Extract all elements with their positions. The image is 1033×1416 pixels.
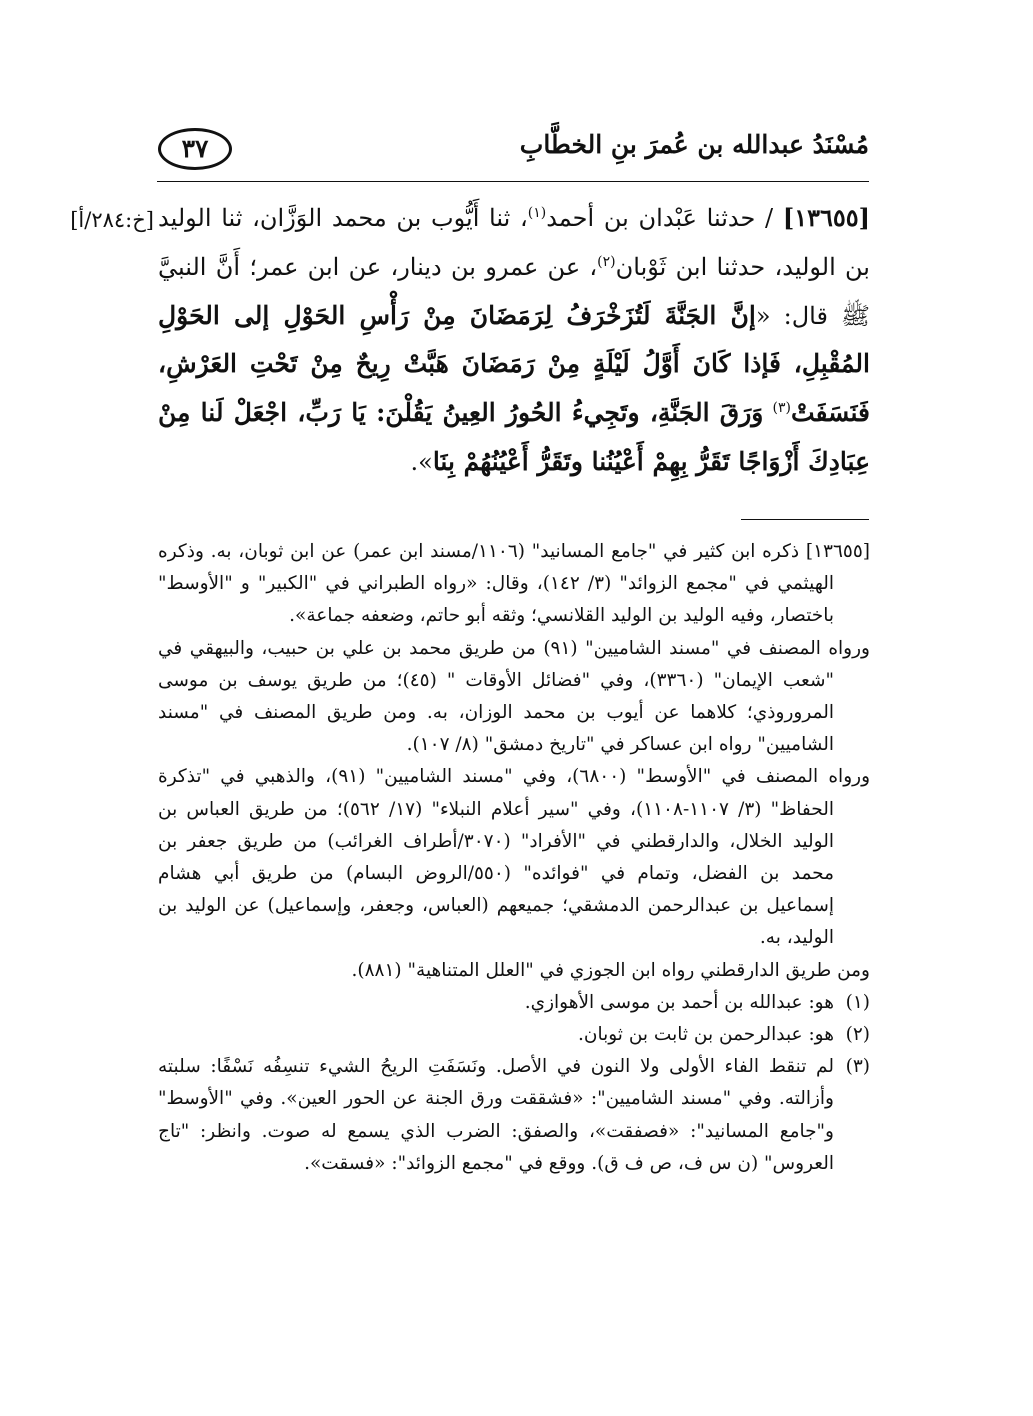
isnad-part-3: ، عن عمرو بن دينار، عن ابن عمر؛ أَنَّ النبيَّ ﷺ قال: « (158, 252, 871, 330)
takhrij-paragraph-2: ورواه المصنف في "مسند الشاميين" (٩١) من طريق محمد بن علي بن حبيب، والبيهقي في "شعب الإيمان" (٣٣٦٠)، وفي "فضائل الأوقات " (٤٥)؛ من طريق يوسف بن موسى المروروذي؛ كلاهما عن أيوب بن محمد الوزان، به. ومن طريق المصنف في "مسند الشاميين" رواه ابن عساكر في "تاريخ دمشق" (٨/ ١٠٧). (158, 637, 870, 756)
running-title: مُسْنَدُ عبدالله بن عُمرَ بنِ الخطَّابِ (519, 130, 869, 159)
footnote-3-text: لم تنقط الفاء الأولى ولا النون في الأصل. ونَسَفَتِ الريحُ الشيء تنسِفُه نَسْفًا: سلبته وأزالته. وفي "مسند الشاميين": «فشققت ورق الجنة عن الحور العين». وفي "الأوسط" و"جامع المسانيد": «فصفقت»، والصفق: الضرب الذي يسمع له صوت. وانظر: "تاج العروس" (ن س ف، ص ف ق). ووقع في "مجمع الزوائد": «فسقت». (158, 1056, 834, 1174)
matn-closing: ». (410, 447, 433, 476)
matn-part-1: إنَّ الجَنَّةَ لَتُزَخْرَفُ لِرَمَضَانَ مِنْ رَأْسِ الحَوْلِ إلى الحَوْلِ المُقْبِلِ، فَإذا كَانَ أَوَّلُ لَيْلَةٍ مِنْ رَمَضَانَ هَبَّتْ رِيحٌ مِنْ تَحْتِ العَرْشِ، فَنَسَفَتْ (158, 300, 870, 428)
footnote-1-text: هو: عبدالله بن أحمد بن موسى الأهوازي. (524, 991, 834, 1013)
isnad-part-2: ، ثنا أَيُّوب بن محمد الوَزَّان، ثنا الوليد بن الوليد، حدثنا ابن ثَوْبان (158, 204, 870, 281)
hadith-number: [١٣٦٥٥] (782, 203, 870, 232)
footnote-2-number: (٢) (845, 1024, 870, 1046)
footnote-3-number: (٣) (845, 1056, 870, 1078)
footnote-1 (158, 987, 870, 1019)
footnote-marker-3: (٣) (772, 400, 791, 417)
takhrij-paragraph-4: ومن طريق الدارقطني رواه ابن الجوزي في "العلل المتناهية" (٨٨١). (351, 959, 870, 981)
header-rule (157, 181, 869, 182)
hadith-paragraph (158, 194, 870, 487)
footnote-marker-1: (١) (527, 205, 547, 221)
footnote-3 (158, 1051, 870, 1180)
takhrij-paragraph-1: [١٣٦٥٥] ذكره ابن كثير في "جامع المسانيد" (١١٠٦/مسند ابن عمر) عن ابن ثوبان، به. وذكره الهيثمي في "مجمع الزوائد" (٣/ ١٤٢)، وقال: «رواه الطبراني في "الكبير" و "الأوسط" باختصار، وفيه الوليد بن الوليد القلانسي؛ وثقه أبو حاتم، وضعفه جماعة». (158, 541, 870, 627)
footnote-1-number: (١) (845, 991, 870, 1013)
footnote-marker-2: (٢) (597, 253, 616, 270)
manuscript-folio-reference: [خ:٢٨٤/أ] (70, 208, 154, 232)
page-number: ٣٧ (158, 128, 232, 170)
matn-part-2: وَرَقَ الجَنَّةِ، وتَجِيءُ الحُورُ العِينُ يَقُلْنَ: يَا رَبِّ، اجْعَلْ لَنا مِنْ عِبَادِكَ أَزْوَاجًا تَقَرُّ بِهِمْ أَعْيُنُنا وتَقَرُّ أَعْيُنُهُمْ بِنَا (158, 398, 870, 476)
footnote-2-text: هو: عبدالرحمن بن ثابت بن ثوبان. (577, 1024, 834, 1046)
takhrij-paragraph-3: ورواه المصنف في "الأوسط" (٦٨٠٠)، وفي "مسند الشاميين" (٩١)، والذهبي في "تذكرة الحفاظ" (٣/ ١١٠٧-١١٠٨)، وفي "سير أعلام النبلاء" (١٧/ ٥٦٢)؛ من طريق العباس بن الوليد الخلال، والدارقطني في "الأفراد" (٣٠٧٠/أطراف الغرائب) من طريق جعفر بن محمد بن الفضل، وتمام في "فوائده" (٥٥٠/الروض البسام) من طريق أبي هشام إسماعيل بن عبدالرحمن الدمشقي؛ جميعهم (العباس، وجعفر، وإسماعيل) عن الوليد بن الوليد، به. (158, 766, 870, 949)
footnote-separator (741, 519, 869, 520)
isnad-part-1: / حدثنا عَبْدان بن أحمد (546, 204, 774, 232)
footnote-2 (158, 1019, 870, 1051)
page-header (157, 118, 869, 182)
footnotes (158, 536, 870, 1180)
main-text (158, 194, 870, 487)
